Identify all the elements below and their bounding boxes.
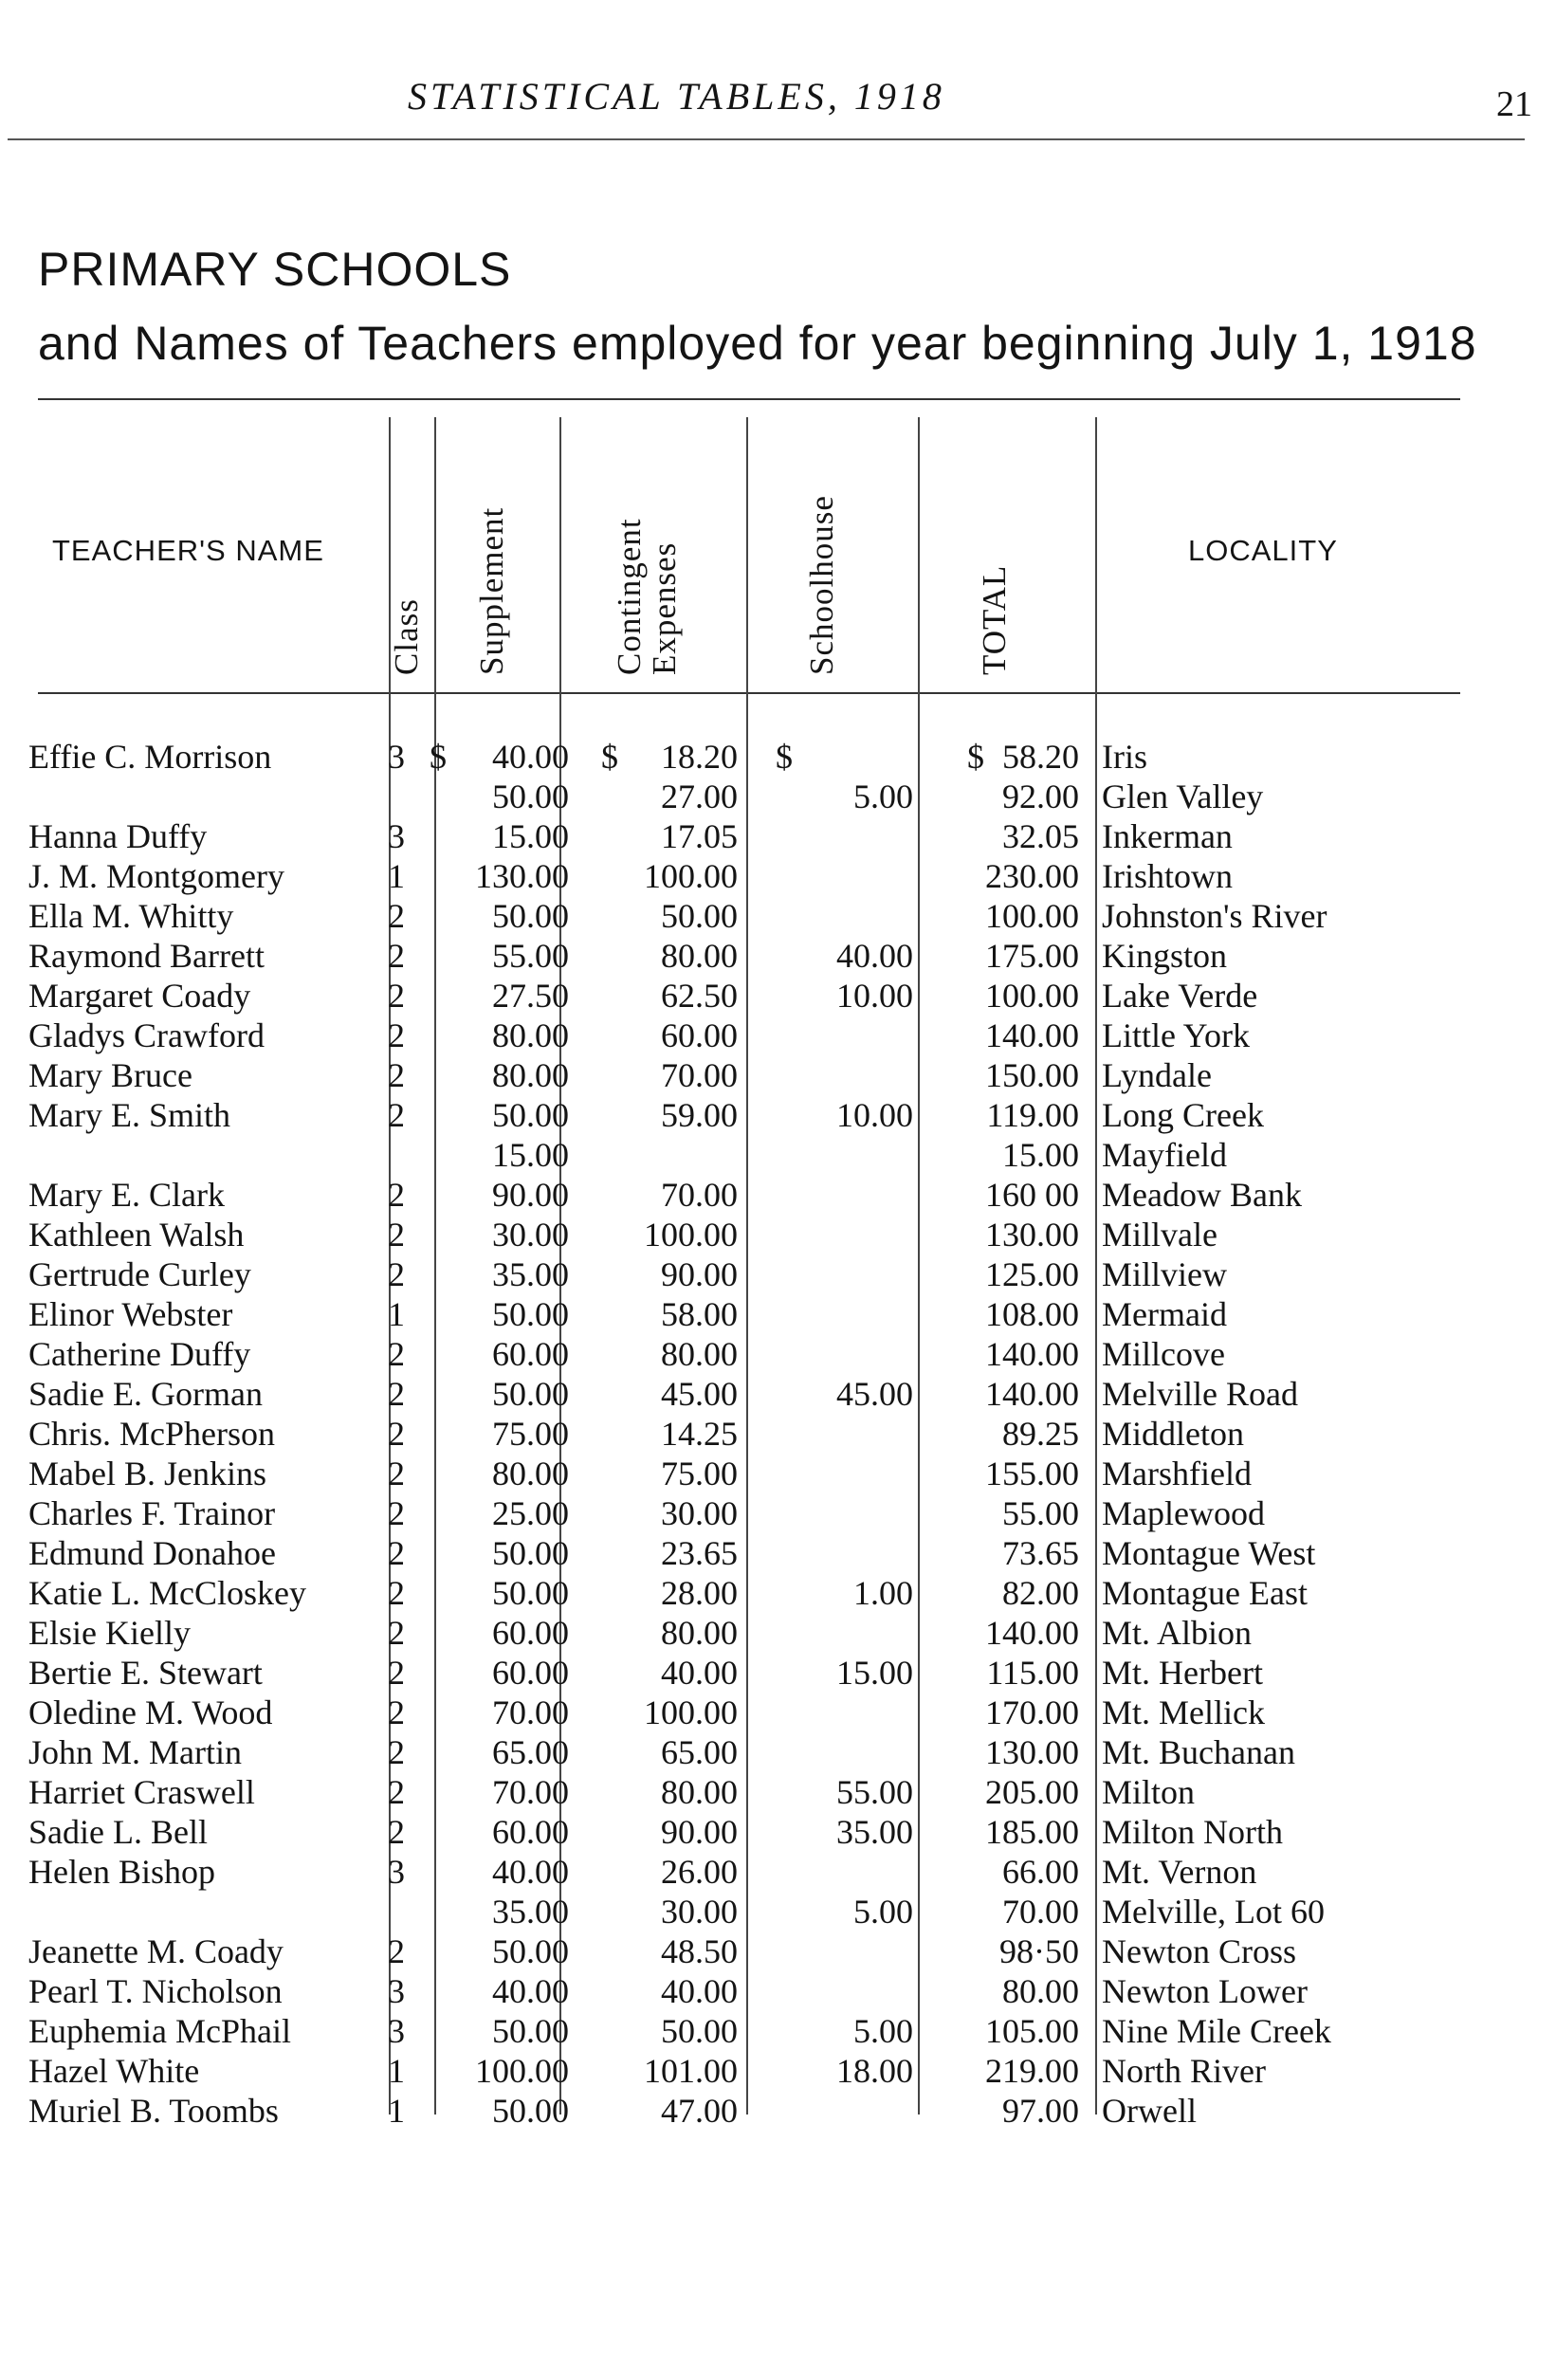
locality-name: Montague East <box>1102 1574 1308 1612</box>
contingent-value: 45.00 <box>661 1375 738 1413</box>
locality-name: Lake Verde <box>1102 977 1258 1015</box>
contingent-value: 14.25 <box>661 1415 738 1453</box>
class-value: 2 <box>388 1096 405 1134</box>
table-row <box>0 1812 1556 1852</box>
class-value: 2 <box>388 1375 405 1413</box>
supplement-value: 90.00 <box>492 1176 569 1214</box>
table-row <box>0 1772 1556 1812</box>
teacher-name: Harriet Craswell <box>28 1773 255 1811</box>
contingent-value: 100.00 <box>644 1693 738 1731</box>
header-teacher-name: TEACHER'S NAME <box>52 534 324 567</box>
teacher-name: Gertrude Curley <box>28 1255 251 1293</box>
supplement-value: 25.00 <box>492 1494 569 1532</box>
teacher-table-body <box>0 737 1556 2131</box>
table-row <box>0 1254 1556 1294</box>
teacher-name: Sadie L. Bell <box>28 1813 208 1851</box>
class-value: 2 <box>388 1813 405 1851</box>
class-value: 3 <box>388 738 405 776</box>
supplement-value: 50.00 <box>492 2012 569 2050</box>
contingent-value: 50.00 <box>661 897 738 935</box>
table-row <box>0 1095 1556 1135</box>
supplement-value: 40.00 <box>492 1972 569 2010</box>
supplement-value: 50.00 <box>492 1295 569 1333</box>
schoolhouse-value: 45.00 <box>836 1375 913 1413</box>
supplement-value: 70.00 <box>492 1693 569 1731</box>
locality-name: Mt. Mellick <box>1102 1693 1265 1731</box>
total-value: 100.00 <box>985 897 1079 935</box>
table-row <box>0 1852 1556 1892</box>
class-value: 3 <box>388 2012 405 2050</box>
teacher-name: Euphemia McPhail <box>28 2012 291 2050</box>
locality-name: Mt. Herbert <box>1102 1654 1263 1692</box>
total-value: 150.00 <box>985 1056 1079 1094</box>
table-row <box>0 1294 1556 1334</box>
contingent-value: 40.00 <box>661 1972 738 2010</box>
supplement-value: 60.00 <box>492 1614 569 1652</box>
contingent-value: 18.20 <box>661 738 738 776</box>
schoolhouse-value: 18.00 <box>836 2052 913 2090</box>
table-row <box>0 1215 1556 1254</box>
supplement-value: 50.00 <box>492 1574 569 1612</box>
supplement-value: 15.00 <box>492 1136 569 1174</box>
teacher-name: Helen Bishop <box>28 1853 215 1891</box>
total-value: 80.00 <box>1002 1972 1079 2010</box>
locality-name: Little York <box>1102 1016 1251 1054</box>
table-top-rule <box>38 398 1460 400</box>
teacher-name: Sadie E. Gorman <box>28 1375 263 1413</box>
locality-name: Melville, Lot 60 <box>1102 1893 1325 1931</box>
total-value: 219.00 <box>985 2052 1079 2090</box>
page-subtitle: and Names of Teachers employed for year beginning July 1, 1918 <box>38 317 1477 370</box>
schoolhouse-value: 10.00 <box>836 977 913 1015</box>
teacher-name: John M. Martin <box>28 1733 242 1771</box>
supplement-value: 80.00 <box>492 1455 569 1492</box>
table-row <box>0 2051 1556 2091</box>
class-value: 2 <box>388 1216 405 1254</box>
class-value: 2 <box>388 1494 405 1532</box>
total-value: 140.00 <box>985 1335 1079 1373</box>
supplement-value: 35.00 <box>492 1255 569 1293</box>
class-value: 1 <box>388 2052 405 2090</box>
total-value: 82.00 <box>1002 1574 1079 1612</box>
total-value: 155.00 <box>985 1455 1079 1492</box>
total-value: 175.00 <box>985 937 1079 975</box>
table-row <box>0 1613 1556 1653</box>
table-row <box>0 1892 1556 1931</box>
supplement-value: 80.00 <box>492 1056 569 1094</box>
teacher-name: Catherine Duffy <box>28 1335 251 1373</box>
header-class: Class <box>388 598 425 675</box>
currency-sign-total: $ <box>967 738 984 776</box>
table-row <box>0 1931 1556 1971</box>
locality-name: Johnston's River <box>1102 897 1327 935</box>
table-row <box>0 896 1556 936</box>
class-value: 1 <box>388 1295 405 1333</box>
supplement-value: 27.50 <box>492 977 569 1015</box>
running-head: STATISTICAL TABLES, 1918 <box>408 75 945 118</box>
class-value: 2 <box>388 1733 405 1771</box>
page-title: PRIMARY SCHOOLS <box>38 243 512 296</box>
table-row <box>0 2091 1556 2131</box>
table-row <box>0 1135 1556 1175</box>
contingent-value: 17.05 <box>661 817 738 855</box>
locality-name: Millcove <box>1102 1335 1225 1373</box>
class-value: 2 <box>388 1255 405 1293</box>
contingent-value: 90.00 <box>661 1813 738 1851</box>
supplement-value: 15.00 <box>492 817 569 855</box>
supplement-value: 100.00 <box>475 2052 569 2090</box>
total-value: 170.00 <box>985 1693 1079 1731</box>
locality-name: Marshfield <box>1102 1455 1252 1492</box>
schoolhouse-value: 5.00 <box>853 1893 913 1931</box>
class-value: 2 <box>388 897 405 935</box>
total-value: 15.00 <box>1002 1136 1079 1174</box>
class-value: 2 <box>388 937 405 975</box>
class-value: 3 <box>388 1972 405 2010</box>
header-expenses: Expenses <box>646 541 683 675</box>
locality-name: Mayfield <box>1102 1136 1227 1174</box>
class-value: 1 <box>388 2092 405 2130</box>
schoolhouse-value: 1.00 <box>853 1574 913 1612</box>
table-row <box>0 856 1556 896</box>
locality-name: Inkerman <box>1102 817 1233 855</box>
locality-name: Milton <box>1102 1773 1196 1811</box>
locality-name: Kingston <box>1102 937 1228 975</box>
teacher-name: Mabel B. Jenkins <box>28 1455 266 1492</box>
header-schoolhouse: Schoolhouse <box>803 495 840 675</box>
table-row <box>0 1533 1556 1573</box>
teacher-name: Ella M. Whitty <box>28 897 234 935</box>
class-value: 2 <box>388 977 405 1015</box>
contingent-value: 30.00 <box>661 1893 738 1931</box>
contingent-value: 58.00 <box>661 1295 738 1333</box>
total-value: 205.00 <box>985 1773 1079 1811</box>
class-value: 2 <box>388 1693 405 1731</box>
table-row <box>0 1334 1556 1374</box>
total-value: 108.00 <box>985 1295 1079 1333</box>
teacher-name: Chris. McPherson <box>28 1415 275 1453</box>
locality-name: Milton North <box>1102 1813 1284 1851</box>
supplement-value: 80.00 <box>492 1016 569 1054</box>
table-row <box>0 1653 1556 1693</box>
class-value: 2 <box>388 1016 405 1054</box>
table-row <box>0 1573 1556 1613</box>
locality-name: Meadow Bank <box>1102 1176 1302 1214</box>
teacher-name: Katie L. McCloskey <box>28 1574 306 1612</box>
contingent-value: 50.00 <box>661 2012 738 2050</box>
class-value: 3 <box>388 817 405 855</box>
locality-name: Middleton <box>1102 1415 1244 1453</box>
contingent-value: 26.00 <box>661 1853 738 1891</box>
contingent-value: 28.00 <box>661 1574 738 1612</box>
contingent-value: 80.00 <box>661 1614 738 1652</box>
locality-name: Montague West <box>1102 1534 1316 1572</box>
teacher-name: Gladys Crawford <box>28 1016 265 1054</box>
contingent-value: 27.00 <box>661 778 738 815</box>
teacher-name: Elinor Webster <box>28 1295 233 1333</box>
teacher-name: Muriel B. Toombs <box>28 2092 279 2130</box>
schoolhouse-value: 40.00 <box>836 937 913 975</box>
total-value: 140.00 <box>985 1016 1079 1054</box>
total-value: 55.00 <box>1002 1494 1079 1532</box>
contingent-value: 70.00 <box>661 1176 738 1214</box>
currency-sign-contingent: $ <box>601 738 618 776</box>
table-row <box>0 1971 1556 2011</box>
supplement-value: 130.00 <box>475 857 569 895</box>
table-row <box>0 2011 1556 2051</box>
head-rule <box>8 138 1525 140</box>
teacher-name: Margaret Coady <box>28 977 251 1015</box>
table-row <box>0 1732 1556 1772</box>
schoolhouse-value: 5.00 <box>853 2012 913 2050</box>
supplement-value: 35.00 <box>492 1893 569 1931</box>
total-value: 66.00 <box>1002 1853 1079 1891</box>
currency-sign-supplement: $ <box>430 738 447 776</box>
contingent-value: 70.00 <box>661 1056 738 1094</box>
table-row <box>0 1175 1556 1215</box>
class-value: 3 <box>388 1853 405 1891</box>
supplement-value: 50.00 <box>492 1096 569 1134</box>
table-row <box>0 1493 1556 1533</box>
teacher-name: Mary Bruce <box>28 1056 192 1094</box>
contingent-value: 80.00 <box>661 937 738 975</box>
supplement-value: 50.00 <box>492 778 569 815</box>
locality-name: Orwell <box>1102 2092 1197 2130</box>
locality-name: Newton Cross <box>1102 1932 1296 1970</box>
class-value: 2 <box>388 1455 405 1492</box>
schoolhouse-value: 5.00 <box>853 778 913 815</box>
locality-name: Mt. Buchanan <box>1102 1733 1295 1771</box>
locality-name: Melville Road <box>1102 1375 1298 1413</box>
total-value: 97.00 <box>1002 2092 1079 2130</box>
class-value: 2 <box>388 1654 405 1692</box>
locality-name: Mt. Vernon <box>1102 1853 1257 1891</box>
header-supplement: Supplement <box>473 506 510 675</box>
total-value: 125.00 <box>985 1255 1079 1293</box>
total-value: 89.25 <box>1002 1415 1079 1453</box>
table-row <box>0 1016 1556 1055</box>
locality-name: Mt. Albion <box>1102 1614 1253 1652</box>
teacher-name: Pearl T. Nicholson <box>28 1972 283 2010</box>
total-value: 98·50 <box>999 1932 1079 1970</box>
total-value: 185.00 <box>985 1813 1079 1851</box>
table-row <box>0 936 1556 976</box>
table-row <box>0 1055 1556 1095</box>
teacher-name: Charles F. Trainor <box>28 1494 276 1532</box>
contingent-value: 101.00 <box>644 2052 738 2090</box>
contingent-value: 47.00 <box>661 2092 738 2130</box>
teacher-name: Jeanette M. Coady <box>28 1932 284 1970</box>
class-value: 2 <box>388 1534 405 1572</box>
schoolhouse-value: 15.00 <box>836 1654 913 1692</box>
class-value: 2 <box>388 1932 405 1970</box>
contingent-value: 90.00 <box>661 1255 738 1293</box>
teacher-name: Elsie Kielly <box>28 1614 191 1652</box>
locality-name: Lyndale <box>1102 1056 1212 1094</box>
supplement-value: 60.00 <box>492 1335 569 1373</box>
table-row <box>0 1374 1556 1414</box>
contingent-value: 80.00 <box>661 1335 738 1373</box>
locality-name: Long Creek <box>1102 1096 1264 1134</box>
contingent-value: 62.50 <box>661 977 738 1015</box>
class-value: 1 <box>388 857 405 895</box>
table-row <box>0 737 1556 777</box>
class-value: 2 <box>388 1056 405 1094</box>
total-value: 140.00 <box>985 1614 1079 1652</box>
locality-name: Millvale <box>1102 1216 1217 1254</box>
schoolhouse-value: 35.00 <box>836 1813 913 1851</box>
table-row <box>0 1693 1556 1732</box>
total-value: 160 00 <box>985 1176 1079 1214</box>
locality-name: Irishtown <box>1102 857 1233 895</box>
class-value: 2 <box>388 1574 405 1612</box>
supplement-value: 40.00 <box>492 738 569 776</box>
total-value: 92.00 <box>1002 778 1079 815</box>
contingent-value: 100.00 <box>644 857 738 895</box>
page-number: 21 <box>1496 84 1532 124</box>
class-value: 2 <box>388 1415 405 1453</box>
supplement-value: 40.00 <box>492 1853 569 1891</box>
contingent-value: 30.00 <box>661 1494 738 1532</box>
contingent-value: 80.00 <box>661 1773 738 1811</box>
teacher-name: Kathleen Walsh <box>28 1216 245 1254</box>
teacher-name: Hanna Duffy <box>28 817 208 855</box>
supplement-value: 75.00 <box>492 1415 569 1453</box>
supplement-value: 60.00 <box>492 1813 569 1851</box>
teacher-name: Mary E. Clark <box>28 1176 225 1214</box>
schoolhouse-value: 55.00 <box>836 1773 913 1811</box>
teacher-name: Mary E. Smith <box>28 1096 230 1134</box>
class-value: 2 <box>388 1176 405 1214</box>
header-locality: LOCALITY <box>1188 534 1338 567</box>
locality-name: North River <box>1102 2052 1266 2090</box>
total-value: 230.00 <box>985 857 1079 895</box>
contingent-value: 65.00 <box>661 1733 738 1771</box>
locality-name: Mermaid <box>1102 1295 1227 1333</box>
table-row <box>0 976 1556 1016</box>
currency-sign-schoolhouse: $ <box>776 738 793 776</box>
total-value: 58.20 <box>1002 738 1079 776</box>
contingent-value: 40.00 <box>661 1654 738 1692</box>
class-value: 2 <box>388 1614 405 1652</box>
table-row <box>0 816 1556 856</box>
supplement-value: 50.00 <box>492 1375 569 1413</box>
teacher-name: Bertie E. Stewart <box>28 1654 263 1692</box>
contingent-value: 48.50 <box>661 1932 738 1970</box>
class-value: 2 <box>388 1335 405 1373</box>
contingent-value: 75.00 <box>661 1455 738 1492</box>
supplement-value: 60.00 <box>492 1654 569 1692</box>
locality-name: Glen Valley <box>1102 778 1264 815</box>
contingent-value: 60.00 <box>661 1016 738 1054</box>
locality-name: Millview <box>1102 1255 1227 1293</box>
supplement-value: 30.00 <box>492 1216 569 1254</box>
total-value: 140.00 <box>985 1375 1079 1413</box>
total-value: 119.00 <box>986 1096 1079 1134</box>
locality-name: Newton Lower <box>1102 1972 1308 2010</box>
teacher-name: Oledine M. Wood <box>28 1693 273 1731</box>
teacher-name: Edmund Donahoe <box>28 1534 276 1572</box>
supplement-value: 65.00 <box>492 1733 569 1771</box>
header-contingent: Contingent <box>611 518 648 675</box>
teacher-name: Raymond Barrett <box>28 937 265 975</box>
total-value: 73.65 <box>1002 1534 1079 1572</box>
total-value: 32.05 <box>1002 817 1079 855</box>
contingent-value: 100.00 <box>644 1216 738 1254</box>
contingent-value: 23.65 <box>661 1534 738 1572</box>
total-value: 130.00 <box>985 1216 1079 1254</box>
supplement-value: 70.00 <box>492 1773 569 1811</box>
total-value: 100.00 <box>985 977 1079 1015</box>
teacher-name: J. M. Montgomery <box>28 857 284 895</box>
locality-name: Iris <box>1102 738 1147 776</box>
table-row <box>0 777 1556 816</box>
supplement-value: 50.00 <box>492 1534 569 1572</box>
supplement-value: 50.00 <box>492 897 569 935</box>
supplement-value: 50.00 <box>492 2092 569 2130</box>
locality-name: Maplewood <box>1102 1494 1265 1532</box>
total-value: 130.00 <box>985 1733 1079 1771</box>
schoolhouse-value: 10.00 <box>836 1096 913 1134</box>
total-value: 105.00 <box>985 2012 1079 2050</box>
contingent-value: 59.00 <box>661 1096 738 1134</box>
class-value: 2 <box>388 1773 405 1811</box>
table-row <box>0 1414 1556 1454</box>
supplement-value: 50.00 <box>492 1932 569 1970</box>
supplement-value: 55.00 <box>492 937 569 975</box>
total-value: 70.00 <box>1002 1893 1079 1931</box>
header-total: TOTAL <box>976 564 1013 675</box>
locality-name: Nine Mile Creek <box>1102 2012 1331 2050</box>
total-value: 115.00 <box>986 1654 1079 1692</box>
teacher-name: Effie C. Morrison <box>28 738 272 776</box>
table-header-rule <box>38 692 1460 694</box>
teacher-name: Hazel White <box>28 2052 200 2090</box>
table-row <box>0 1454 1556 1493</box>
